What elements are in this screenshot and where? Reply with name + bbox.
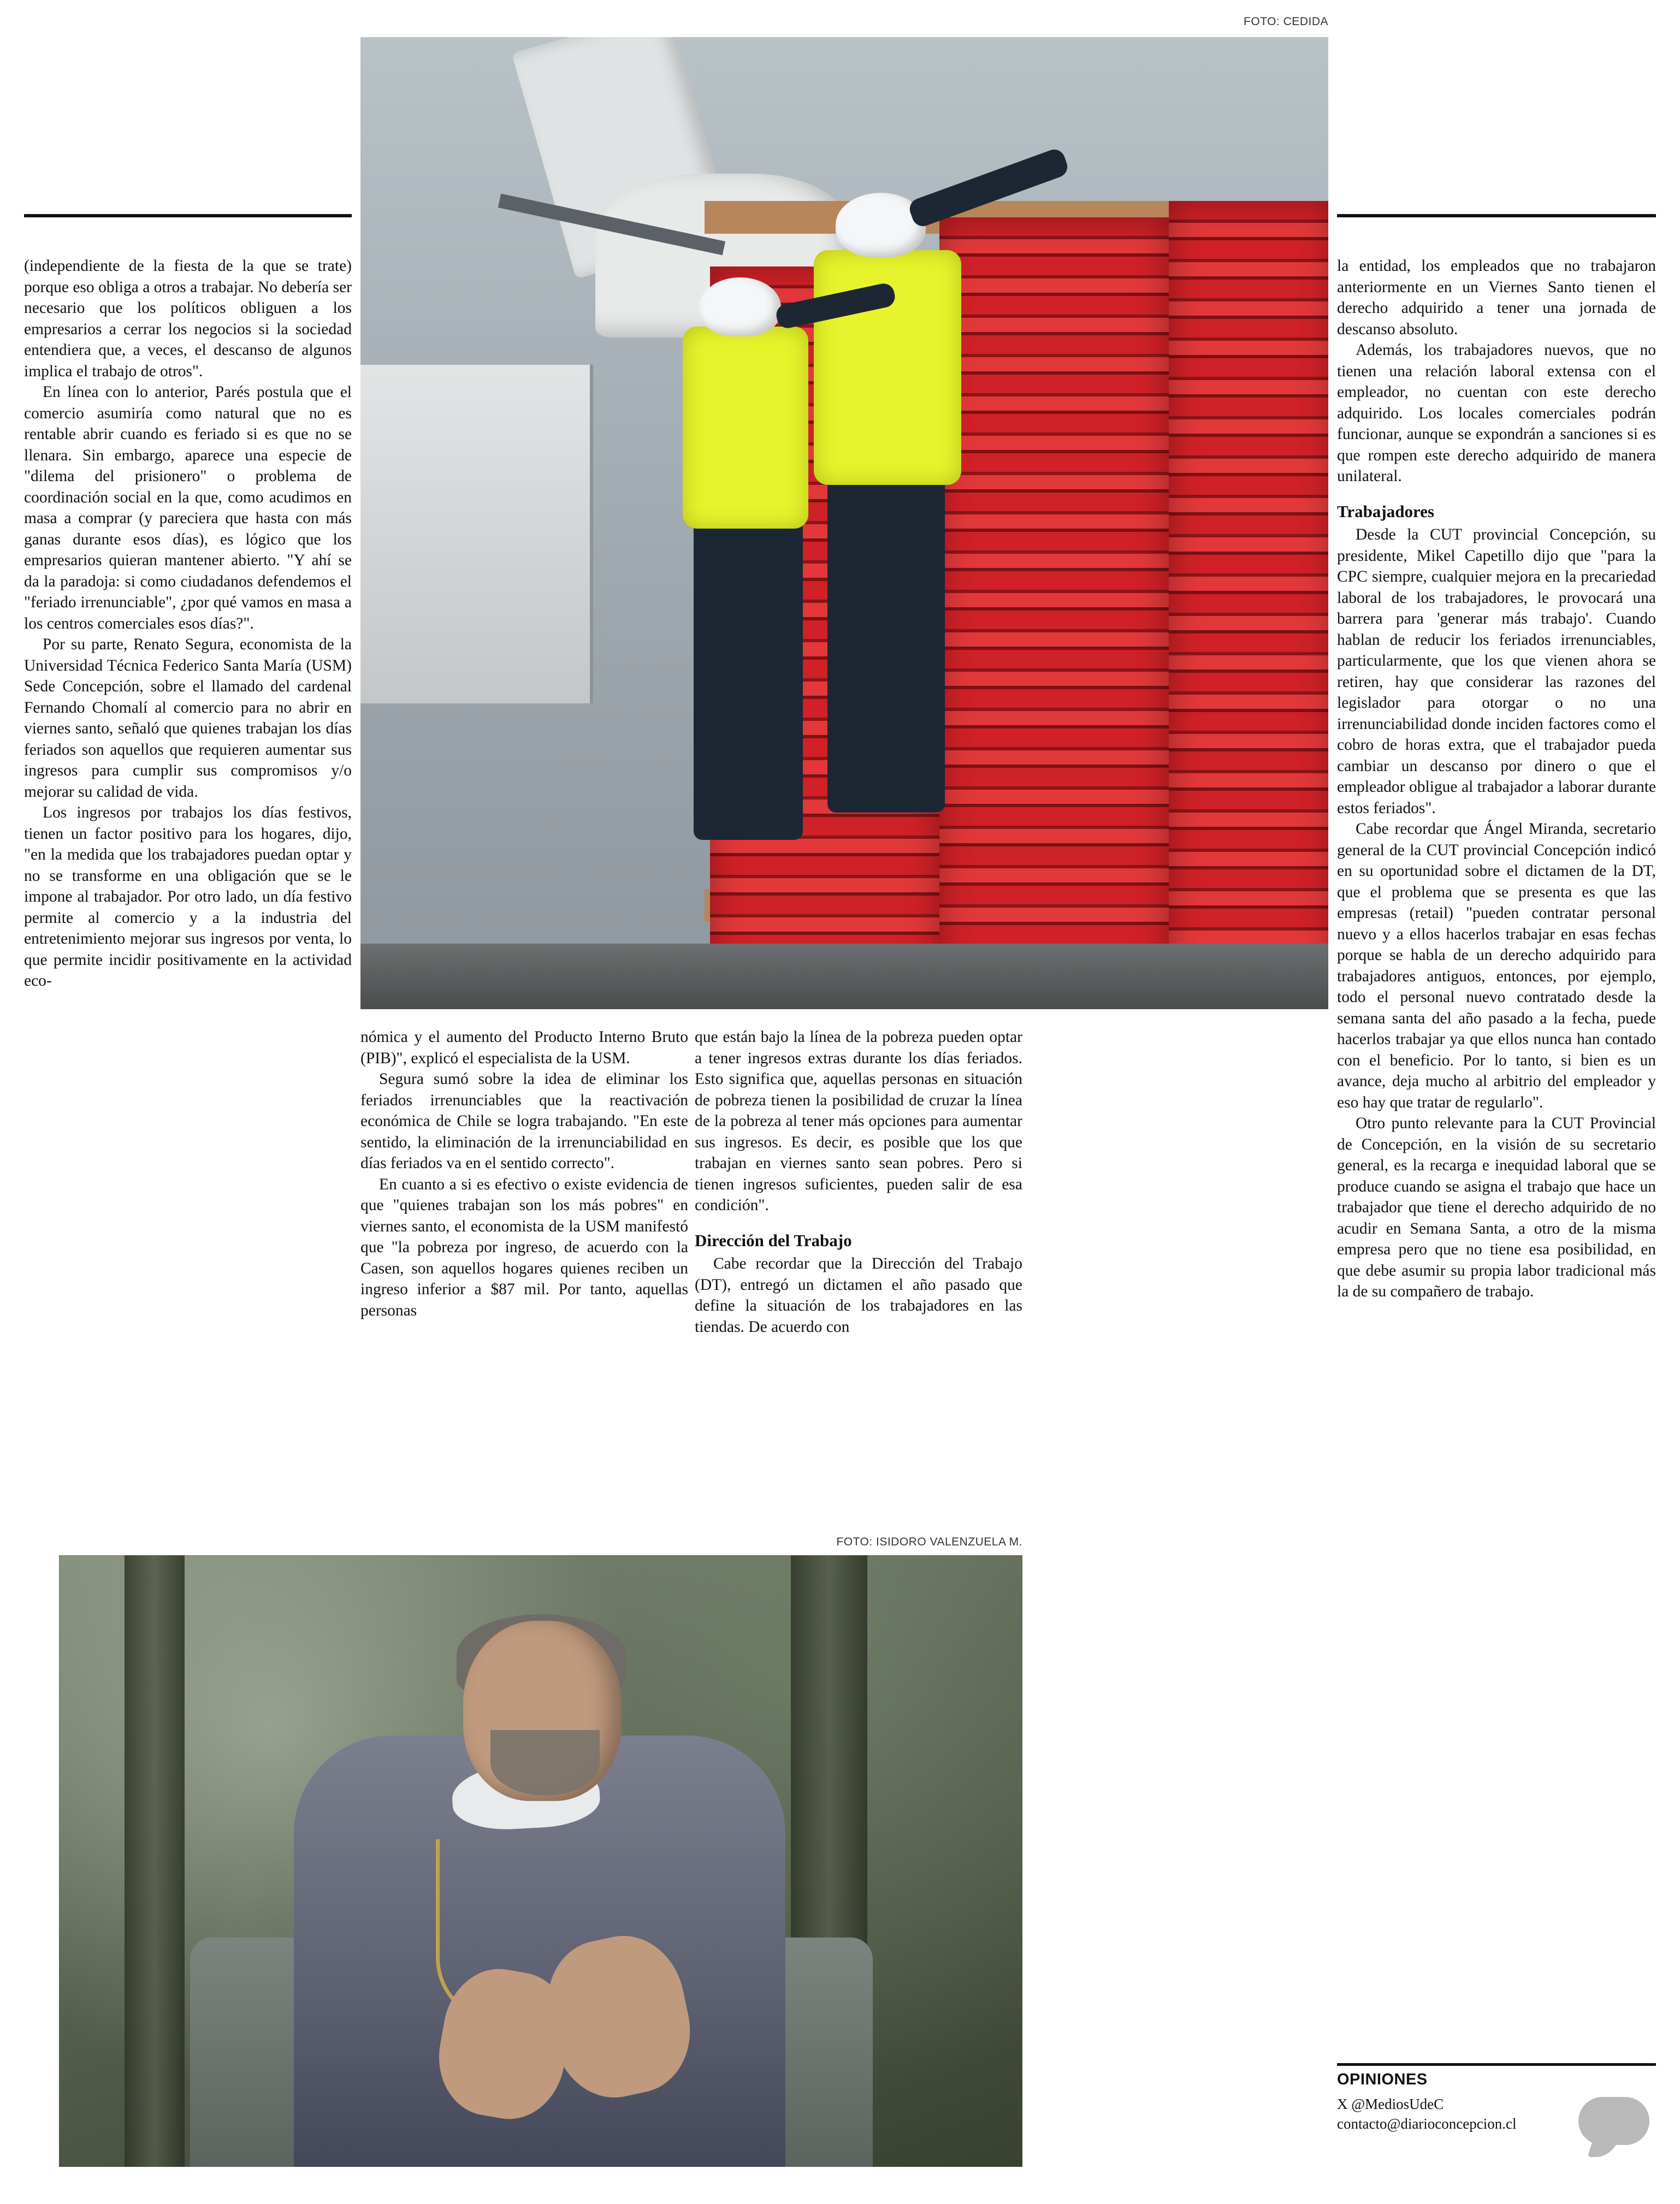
- paragraph: Cabe recordar que Ángel Miranda, secretario general de la CUT provincial Concepción indicó en su oportunidad sobre el dictamen de la DT, que el problema que se presenta es que las empresas (retail) "pueden contratar personal nuevo y a ellos hacerlos trabajar en esas fechas porque se habla de un derecho adquirido para trabajadores antiguos, entonces, por ejemplo, todo el personal nuevo contratado desde la semana santa del año pasado a la fecha, puede hacerlos trabajar ya que ellos nunca han contado con el beneficio. Por lo tanto, si bien es un avance, deja mucho al arbitrio del empleador y eso hay que tratar de regularlo".: [1337, 820, 1656, 1111]
- paragraph: Segura sumó sobre la idea de eliminar los feriados irrenunciables que la reactivación económica de Chile se logra trabajando. "En este sentido, la eliminación de la irrenunciabilidad en días feriados va en el sentido correcto".: [360, 1070, 688, 1172]
- photo-workers-loading: [360, 37, 1328, 1009]
- platform-shape: [360, 944, 1328, 1009]
- paragraph: Los ingresos por trabajos los días festivos, tienen un factor positivo para los hogares, dijo, "en la medida que los trabajadores puedan optar y no se transforme en una obligación que se le impone al trabajador. Por otro lado, un día festivo permite al comercio y a la industria del entretenimiento mejorar sus ingresos por venta, lo que permite incidir positivamente en la actividad eco-: [24, 804, 352, 990]
- paragraph: nómica y el aumento del Producto Interno Bruto (PIB)", explicó el especialista de la USM.: [360, 1028, 688, 1067]
- worker-legs-shape: [827, 474, 945, 813]
- paragraph: En cuanto a si es efectivo o existe evidencia de que "quienes trabajan son los más pobres" en viernes santo, el economista de la USM manifestó que "la pobreza por ingreso, de acuerdo con la Casen, son aquellos hogares quienes reciben un ingreso inferior a $87 mil. Por tanto, aquellas personas: [360, 1175, 688, 1319]
- safety-helmet-shape: [699, 277, 781, 336]
- paragraph: Por su parte, Renato Segura, economista de la Universidad Técnica Federico Santa María (USM) Sede Concepción, sobre el llamado del cardenal Fernando Chomalí al comercio para no abrir en viernes santo, señaló que quienes trabajan los días feriados son aquellos que requieren aumentar sus ingresos para cumplir sus compromisos y/o mejorar su calidad de vida.: [24, 636, 352, 801]
- paragraph: (independiente de la fiesta de la que se trate) porque eso obliga a otros a trabajar. No debería ser necesario que los políticos obliguen a los empresarios a cerrar los negocios si la sociedad entendiera que, a veces, el descanso de algunos implica el trabajo de otros".: [24, 257, 352, 380]
- worker-vest-shape: [683, 327, 808, 529]
- photo-cardinal-interview: [59, 1555, 1022, 2167]
- paragraph: la entidad, los empleados que no trabajaron anteriormente en un Viernes Santo tienen el derecho adquirido a tener una jornada de descanso absoluto.: [1337, 257, 1656, 338]
- pallet-boxes-shape: [939, 217, 1169, 1009]
- opiniones-rule: [1337, 2063, 1656, 2066]
- tree-trunk-shape: [125, 1555, 185, 2167]
- section-heading-trabajadores: Trabajadores: [1337, 501, 1434, 521]
- paragraph: Además, los trabajadores nuevos, que no tienen una relación laboral extensa con el empleador, no cuentan con este derecho adquirido. Los locales comerciales podrán funcionar, aunque se expondrán a sanciones si es que rompen este derecho adquirido de manera unilateral.: [1337, 341, 1656, 485]
- article-column-2: [360, 1027, 688, 1321]
- section-heading-direccion-del-trabajo: Dirección del Trabajo: [695, 1230, 852, 1250]
- paragraph: Cabe recordar que la Dirección del Trabajo (DT), entregó un dictamen el año pasado que define la situación de los trabajadores en las tiendas. De acuerdo con: [695, 1255, 1022, 1336]
- paragraph: Otro punto relevante para la CUT Provincial de Concepción, en la visión de su secretario general, es la recarga e inequidad laboral que se produce cuando se asigna el trabajo que hace un trabajador que tiene el derecho adquirido de no acudir en Semana Santa, a otro de la misma empresa pero que no tiene esa posibilidad, en que debe asumir su propia labor tradicional más la de su compañero de trabajo.: [1337, 1115, 1656, 1300]
- photo-credit-top: FOTO: CEDIDA: [1244, 15, 1328, 28]
- photo-credit-bottom: FOTO: ISIDORO VALENZUELA M.: [836, 1536, 1022, 1548]
- paragraph: En línea con lo anterior, Parés postula que el comercio asumiría como natural que no es rentable abrir cuando es feriado si es que no se llenara. Sin embargo, aparece una especie de "dilema del prisionero" o problema de coordinación social en la que, como acudimos en masa a comprar (y pareciera que hasta con más ganas durante esos días), es lógico que los empresarios quieran mantener abierto. "Y ahí se da la paradoja: si como ciudadanos defendemos el "feriado irrenunciable", ¿por qué vamos en masa a los centros comerciales esos días?".: [24, 383, 352, 632]
- truck-shape: [360, 365, 593, 703]
- paragraph: que están bajo la línea de la pobreza pueden optar a tener ingresos extras durante los días feriados. Esto significa que, aquellas personas en situación de pobreza tienen la posibilidad de cruzar la línea de la pobreza al tener más opciones para aumentar sus ingresos. Es decir, es posible que los que trabajan en viernes santo sean pobres. Pero si tienen ingresos suficientes, pueden salir de esa condición".: [695, 1028, 1022, 1214]
- column-rule-right: [1337, 214, 1656, 217]
- article-column-4: [1337, 256, 1656, 1302]
- worker-legs-shape: [694, 518, 803, 840]
- article-column-1: [24, 256, 352, 992]
- column-rule-left: [24, 214, 352, 217]
- opiniones-email[interactable]: contacto@diarioconcepcion.cl: [1337, 2116, 1517, 2132]
- article-column-3: [695, 1027, 1022, 1337]
- beard-shape: [490, 1730, 600, 1796]
- opiniones-title: OPINIONES: [1337, 2071, 1428, 2088]
- paragraph: Desde la CUT provincial Concepción, su presidente, Mikel Capetillo dijo que "para la CPC siempre, cualquier mejora en la precariedad laboral de los trabajadores, le provocará una barrera para 'generar más trabajo'. Cuando hablan de reducir los feriados irrenunciables, particularmente, que los que vienen ahora se retiren, hay que considerar las razones del legislador para otorgar o no una irrenunciabilidad donde inciden factores como el cobro de horas extra, que el trabajador pueda cambiar un descanso por dinero o que el empleador obligue al trabajador a laborar durante estos feriados".: [1337, 526, 1656, 817]
- opiniones-social-handle[interactable]: X @MediosUdeC: [1337, 2096, 1444, 2112]
- speech-bubble-icon: [1578, 2097, 1649, 2145]
- pallet-boxes-shape: [1169, 201, 1328, 1009]
